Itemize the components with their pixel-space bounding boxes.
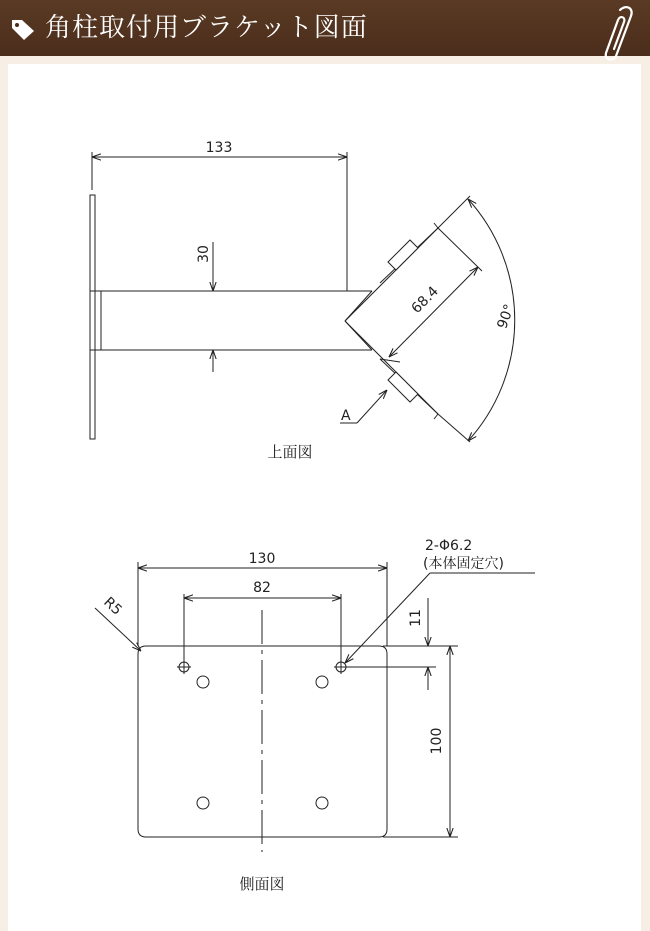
- hole-note-label: (本体固定穴): [423, 556, 504, 572]
- mounting-plate-outline: [90, 195, 95, 439]
- top-view-labels: [196, 140, 518, 461]
- top-view: [90, 152, 515, 442]
- dim-68-label: 68.4: [408, 283, 442, 317]
- side-view: [95, 562, 535, 852]
- hole-spec-label: 2-Φ6.2: [425, 538, 473, 554]
- dim-30-label: 30: [196, 245, 212, 263]
- dim-68-line: [389, 267, 478, 357]
- dim-r5-label: R5: [100, 594, 125, 619]
- label-a: A: [341, 408, 351, 424]
- dim-100-label: 100: [429, 727, 445, 755]
- dim-82-label: 82: [253, 580, 271, 596]
- dim-11-label: 11: [408, 609, 424, 627]
- dim-130-label: 130: [248, 551, 276, 567]
- side-view-caption: 側面図: [239, 875, 285, 893]
- dim-90-label: 90°: [494, 302, 519, 332]
- page-title: 角柱取付用ブラケット図面: [45, 13, 368, 43]
- dim-133-label: 133: [205, 140, 233, 156]
- top-view-caption: 上面図: [267, 443, 313, 461]
